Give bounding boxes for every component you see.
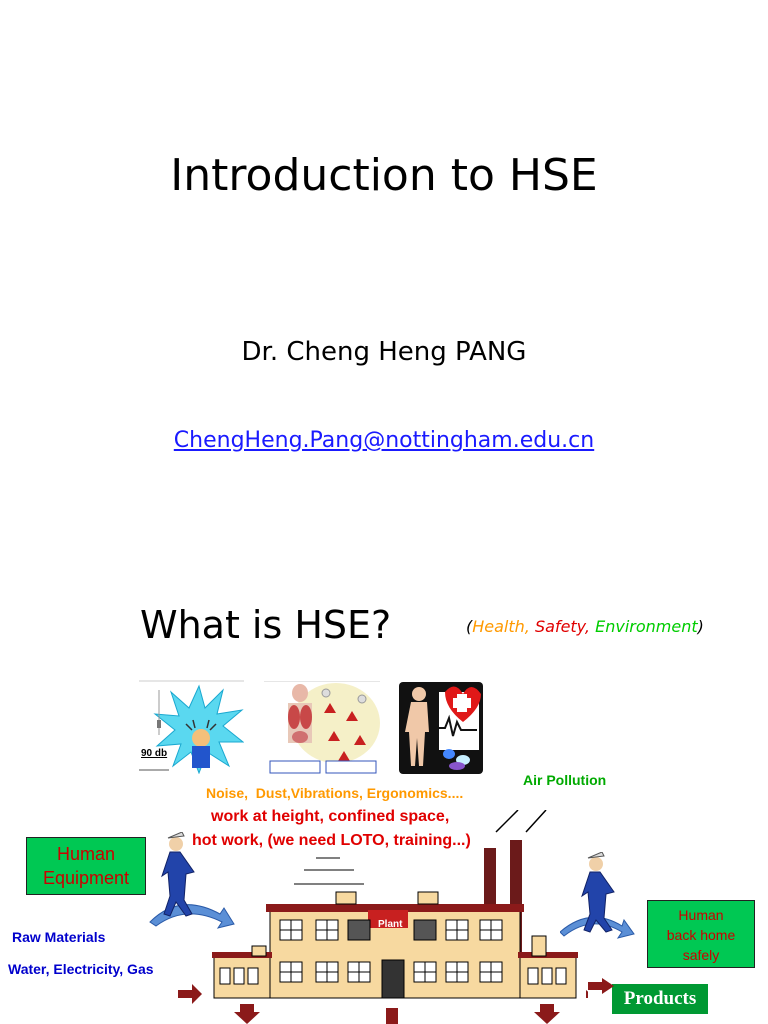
factory-plant-illustration [178,810,588,1024]
hse-subtitle [466,617,704,636]
body-heart-icon [399,680,483,774]
products-box: Products [612,984,708,1014]
human-equipment-line2: Equipment [42,868,130,888]
paren-close: ) [697,617,704,636]
products-arrow-icon [588,978,614,994]
risk-text-line2: hot work, (we need LOTO, training...) [192,832,471,849]
ergonomics-illustration [399,680,483,774]
hazards-text: Noise, Dust,Vibrations, Ergonomics.... [206,785,464,801]
human-equipment-box [26,837,146,895]
air-pollution-label: Air Pollution [523,772,607,788]
human-home-line3: safely [682,947,720,963]
human-equipment-line1: Human [56,844,116,864]
safety-word: Safety, [534,617,590,636]
health-word: Health, [472,617,530,636]
decibel-label: 90 db [141,748,168,759]
human-home-line2: back home [666,927,736,943]
risk-text-line1: work at height, confined space, [211,808,450,825]
plant-label: Plant [378,919,403,930]
dust-illustration [264,681,380,775]
lungs-dust-icon [264,681,380,775]
raw-materials-label: Raw Materials [12,929,106,945]
human-home-line1: Human [678,907,724,923]
email-link[interactable]: ChengHeng.Pang@nottingham.edu.cn [173,428,595,453]
author-name: Dr. Cheng Heng PANG [241,337,527,367]
human-home-box [647,900,755,968]
slide-title: Introduction to HSE [170,150,598,201]
noise-burst-icon [139,680,244,774]
environment-word: Environment [595,617,698,636]
paren-open: ( [466,617,473,636]
what-is-hse-slide [0,560,768,1024]
noise-illustration [139,680,244,774]
slide-title: What is HSE? [140,603,392,647]
utilities-label: Water, Electricity, Gas [8,961,154,977]
